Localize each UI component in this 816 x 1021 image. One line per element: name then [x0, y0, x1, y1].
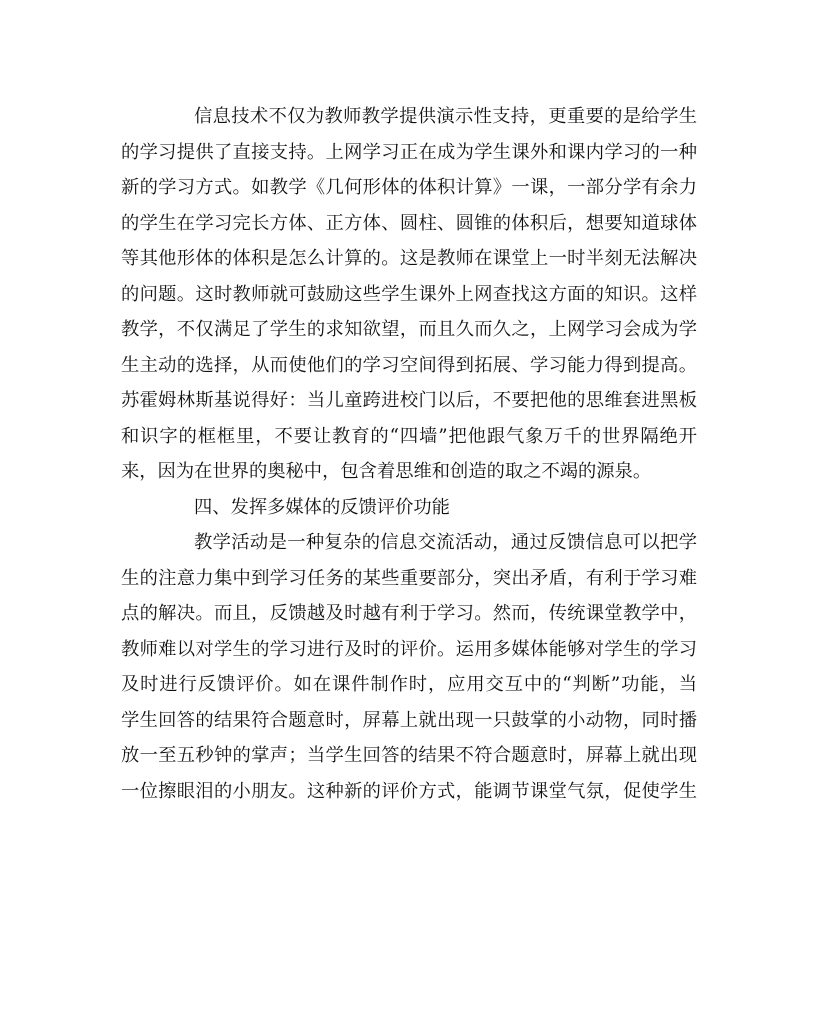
paragraph-first-line: 信息技术不仅为教师教学提供演示性支持，更重要的是给学生 [194, 106, 697, 127]
text-line: 一位擦眼泪的小朋友。这种新的评价方式，能调节课堂气氛，促使学生 [121, 780, 697, 802]
text-line: 教学，不仅满足了学生的求知欲望，而且久而久之，上网学习会成为学 [121, 319, 697, 340]
text-line: 的学习提供了直接支持。上网学习正在成为学生课外和课内学习的一种 [121, 141, 697, 163]
text-line: 的学生在学习完长方体、正方体、圆柱、圆锥的体积后，想要知道球体 [121, 212, 697, 234]
text-line: 教师难以对学生的学习进行及时的评价。运用多媒体能够对学生的学习 [121, 638, 697, 660]
text-line: 等其他形体的体积是怎么计算的。这是教师在课堂上一时半刻无法解决 [121, 248, 697, 269]
text-line: 新的学习方式。如教学《几何形体的体积计算》一课，一部分学有余力 [121, 177, 697, 198]
paragraph-first-line: 教学活动是一种复杂的信息交流活动，通过反馈信息可以把学 [194, 532, 697, 553]
paragraph-last-line: 来，因为在世界的奥秘中，包含着思维和创造的取之不竭的源泉。 [121, 461, 652, 482]
section-heading: 四、发挥多媒体的反馈评价功能 [194, 496, 450, 518]
text-line: 学生回答的结果符合题意时，屏幕上就出现一只鼓掌的小动物，同时播 [121, 709, 697, 731]
text-line: 和识字的框框里，不要让教育的“四墙”把他跟气象万千的世界隔绝开 [121, 425, 697, 447]
body-text [121, 99, 697, 809]
text-line: 放一至五秒钟的掌声；当学生回答的结果不符合题意时，屏幕上就出现 [121, 745, 697, 766]
text-line: 生主动的选择，从而使他们的学习空间得到拓展、学习能力得到提高。 [121, 354, 697, 376]
text-line: 生的注意力集中到学习任务的某些重要部分，突出矛盾，有利于学习难 [121, 567, 697, 589]
text-line: 的问题。这时教师就可鼓励这些学生课外上网查找这方面的知识。这样 [121, 283, 697, 305]
text-line: 点的解决。而且，反馈越及时越有利于学习。然而，传统课堂教学中， [121, 603, 697, 624]
text-line: 及时进行反馈评价。如在课件制作时，应用交互中的“判断”功能，当 [121, 674, 697, 695]
text-line: 苏霍姆林斯基说得好：当儿童跨进校门以后，不要把他的思维套进黑板 [121, 390, 697, 411]
